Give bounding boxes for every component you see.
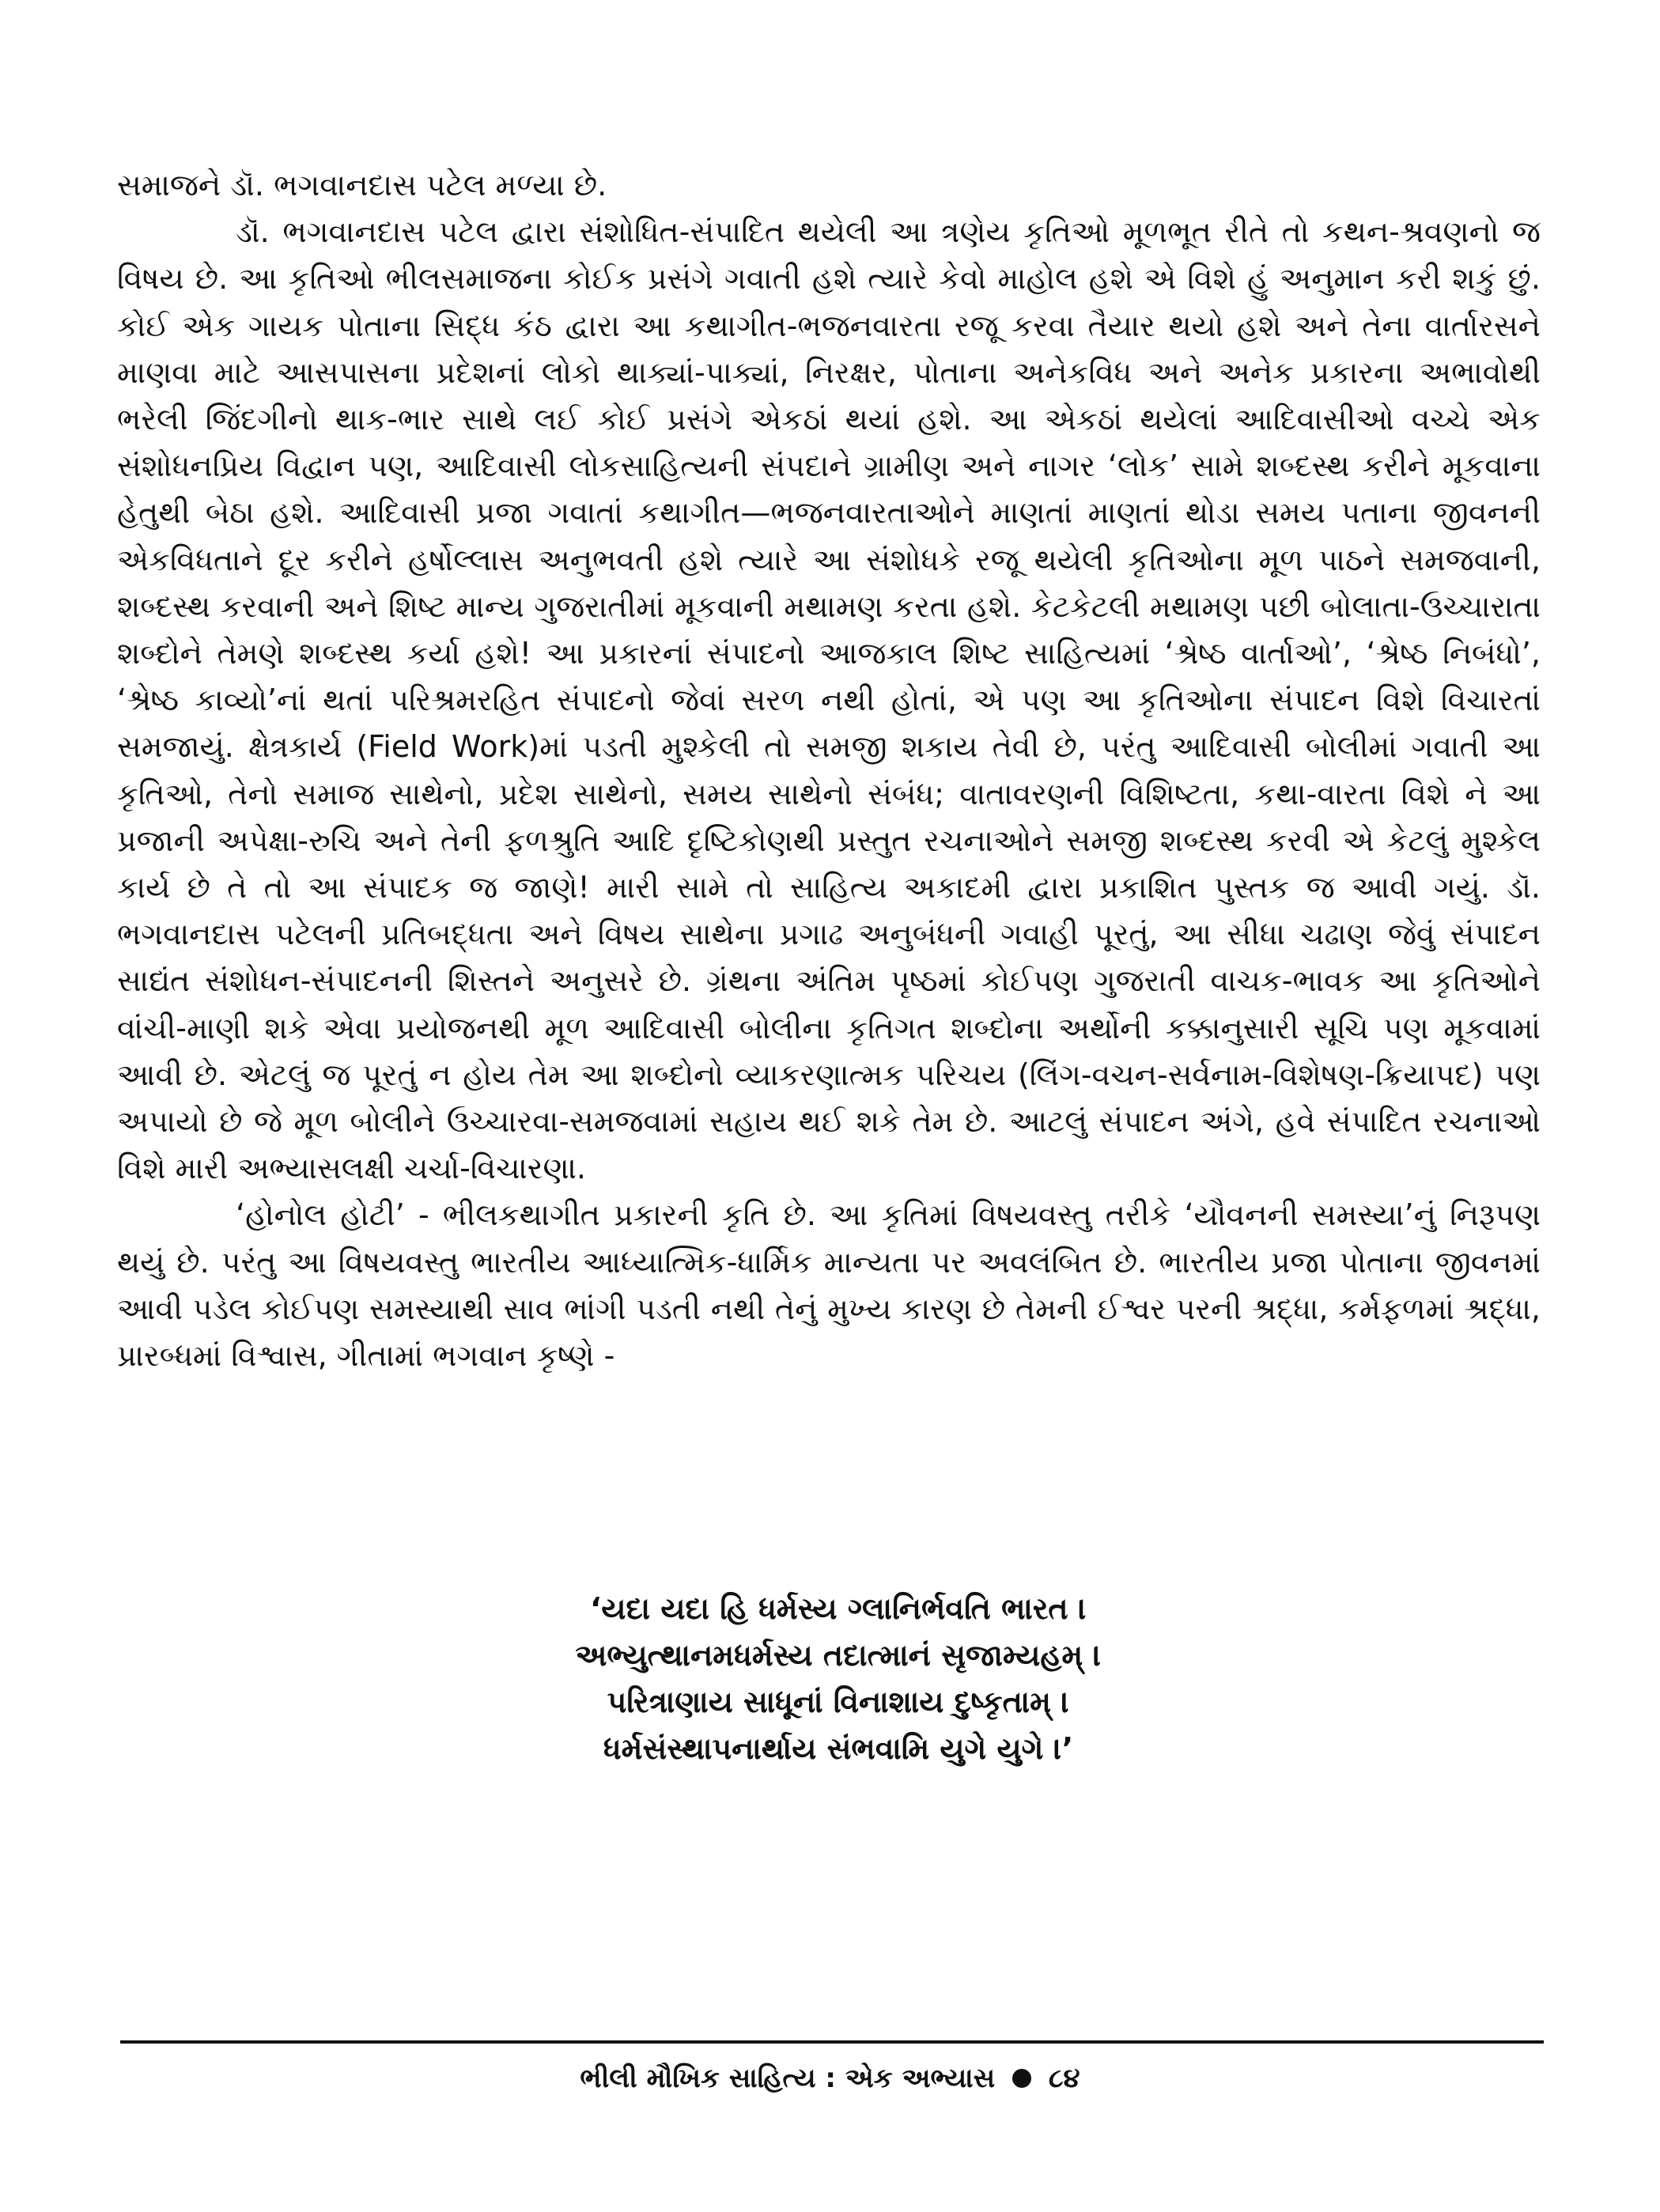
footer-book-title: ભીલી મૌખિક સાહિત્ય : એક અભ્યાસ xyxy=(580,2063,996,2094)
verse-line-3: પરિત્રાણાય સાધૂનાં વિનાશાય દુષ્કૃતામ્ । xyxy=(607,1685,1070,1719)
body-text xyxy=(117,162,1541,1379)
page-footer xyxy=(0,2061,1660,2096)
verse-line-4: ધર્મસંસ્થાપનાર્થાય સંભવામિ યુગે યુગે ।’ xyxy=(603,1731,1074,1766)
bullet-dot-icon xyxy=(1012,2069,1031,2088)
paragraph-honol-hoti: ‘હોનોલ હોટી’ - ભીલકથાગીત પ્રકારની કૃતિ છે. આ કૃતિમાં વિષયવસ્તુ તરીકે ‘યૌવનની સમસ્યા’નું નિરૂપણ થયું છે. પરંતુ આ વિષયવસ્તુ ભારતીય આધ્યાત્મિક-ધાર્મિક માન્યતા પર અવલંબિત છે. ભારતીય પ્રજા પોતાના જીવનમાં આવી પડેલ કોઈપણ સમસ્યાથી સાવ ભાંગી પડતી નથી તેનું મુખ્ય કારણ છે તેમની ઈશ્વર પરની શ્રદ્ધા, કર્મફળમાં શ્રદ્ધા, પ્રારબ્ધમાં વિશ્વાસ, ગીતામાં ભગવાન કૃષ્ણે - xyxy=(117,1197,1541,1374)
paragraph-editorial-review: ડૉ. ભગવાનદાસ પટેલ દ્વારા સંશોધિત-સંપાદિત થયેલી આ ત્રણેય કૃતિઓ મૂળભૂત રીતે તો કથન-શ્રવણનો જ વિષય છે. આ કૃતિઓ ભીલસમાજના કોઈક પ્રસંગે ગવાતી હશે ત્યારે કેવો માહોલ હશે એ વિશે હું અનુમાન કરી શકું છું. કોઈ એક ગાયક પોતાના સિદ્ધ કંઠ દ્વારા આ કથાગીત-ભજનવારતા રજૂ કરવા તૈયાર થયો હશે અને તેના વાર્તારસને માણવા માટે આસપાસના પ્રદેશનાં લોકો થાક્યાં-પાક્યાં, નિરક્ષર, પોતાના અનેકવિધ અને અનેક પ્રકારના અભાવોથી ભરેલી જિંદગીનો થાક-ભાર સાથે લઈ કોઈ પ્રસંગે એકઠાં થયાં હશે. આ એકઠાં થયેલાં આદિવાસીઓ વચ્ચે એક સંશોધનપ્રિય વિદ્વાન પણ, આદિવાસી લોકસાહિત્યની સંપદાને ગ્રામીણ અને નાગર ‘લોક’ સામે શબ્દસ્થ કરીને મૂકવાના હેતુથી બેઠા હશે. આદિવાસી પ્રજા ગવાતાં કથાગીત—ભજનવારતાઓને માણતાં માણતાં થોડા સમય પતાના જીવનની એકવિધતાને દૂર કરીને હર્ષોલ્લાસ અનુભવતી હશે ત્યારે આ સંશોધકે રજૂ થયેલી કૃતિઓના મૂળ પાઠને સમજવાની, શબ્દસ્થ કરવાની અને શિષ્ટ માન્ય ગુજરાતીમાં મૂકવાની મથામણ કરતા હશે. કેટકેટલી મથામણ પછી બોલાતા-ઉચ્ચારાતા શબ્દોને તેમણે શબ્દસ્થ કર્યા હશે! આ પ્રકારનાં સંપાદનો આજકાલ શિષ્ટ સાહિત્યમાં ‘શ્રેષ્ઠ વાર્તાઓ’, ‘શ્રેષ્ઠ નિબંધો’, ‘શ્રેષ્ઠ કાવ્યો’નાં થતાં પરિશ્રમરહિત સંપાદનો જેવાં સરળ નથી હોતાં, એ પણ આ કૃતિઓના સંપાદન વિશે વિચારતાં સમજાયું. ક્ષેત્રકાર્ય (Field Work)માં પડતી મુશ્કેલી તો સમજી શકાય તેવી છે, પરંતુ આદિવાસી બોલીમાં ગવાતી આ કૃતિઓ, તેનો સમાજ સાથેનો, પ્રદેશ સાથેનો, સમય સાથેનો સંબંધ; વાતાવરણની વિશિષ્ટતા, કથા-વારતા વિશે ને આ પ્રજાની અપેક્ષા-રુચિ અને તેની ફળશ્રુતિ આદિ દૃષ્ટિકોણથી પ્રસ્તુત રચનાઓને સમજી શબ્દસ્થ કરવી એ કેટલું મુશ્કેલ કાર્ય છે તે તો આ સંપાદક જ જાણે! મારી સામે તો સાહિત્ય અકાદમી દ્વારા પ્રકાશિત પુસ્તક જ આવી ગયું. ડૉ. ભગવાનદાસ પટેલની પ્રતિબદ્ધતા અને વિષય સાથેના પ્રગાઢ અનુબંધની ગવાહી પૂરતું, આ સીધા ચઢાણ જેવું સંપાદન સાદ્યંત સંશોધન-સંપાદનની શિસ્તને અનુસરે છે. ગ્રંથના અંતિમ પૃષ્ઠમાં કોઈપણ ગુજરાતી વાચક-ભાવક આ કૃતિઓને વાંચી-માણી શકે એવા પ્રયોજનથી મૂળ આદિવાસી બોલીના કૃતિગત શબ્દોના અર્થોની કક્કાનુસારી સૂચિ પણ મૂકવામાં આવી છે. એટલું જ પૂરતું ન હોય તેમ આ શબ્દોનો વ્યાકરણાત્મક પરિચય (લિંગ-વચન-સર્વનામ-વિશેષણ-ક્રિયાપદ) પણ અપાયો છે જે મૂળ બોલીને ઉચ્ચારવા-સમજવામાં સહાય થઈ શકે તેમ છે. આટલું સંપાદન અંગે, હવે સંપાદિત રચનાઓ વિશે મારી અભ્યાસલક્ષી ચર્ચા-વિચારણા. xyxy=(117,214,1541,1186)
verse-line-1: ‘યદા યદા હિ ધર્મસ્ય ગ્લાનિર્ભવતિ ભારત । xyxy=(589,1591,1087,1626)
verse-line-2: અભ્યુત્થાનમધર્મસ્ય તદાત્માનં સૃજામ્યહમ્ । xyxy=(575,1638,1102,1673)
paragraph-continuation: સમાજને ડૉ. ભગવાનદાસ પટેલ મળ્યા છે. xyxy=(117,168,607,202)
footer-divider xyxy=(120,2040,1544,2044)
footer-page-number: ૮૪ xyxy=(1048,2063,1080,2094)
gita-verse xyxy=(443,1586,1234,1772)
